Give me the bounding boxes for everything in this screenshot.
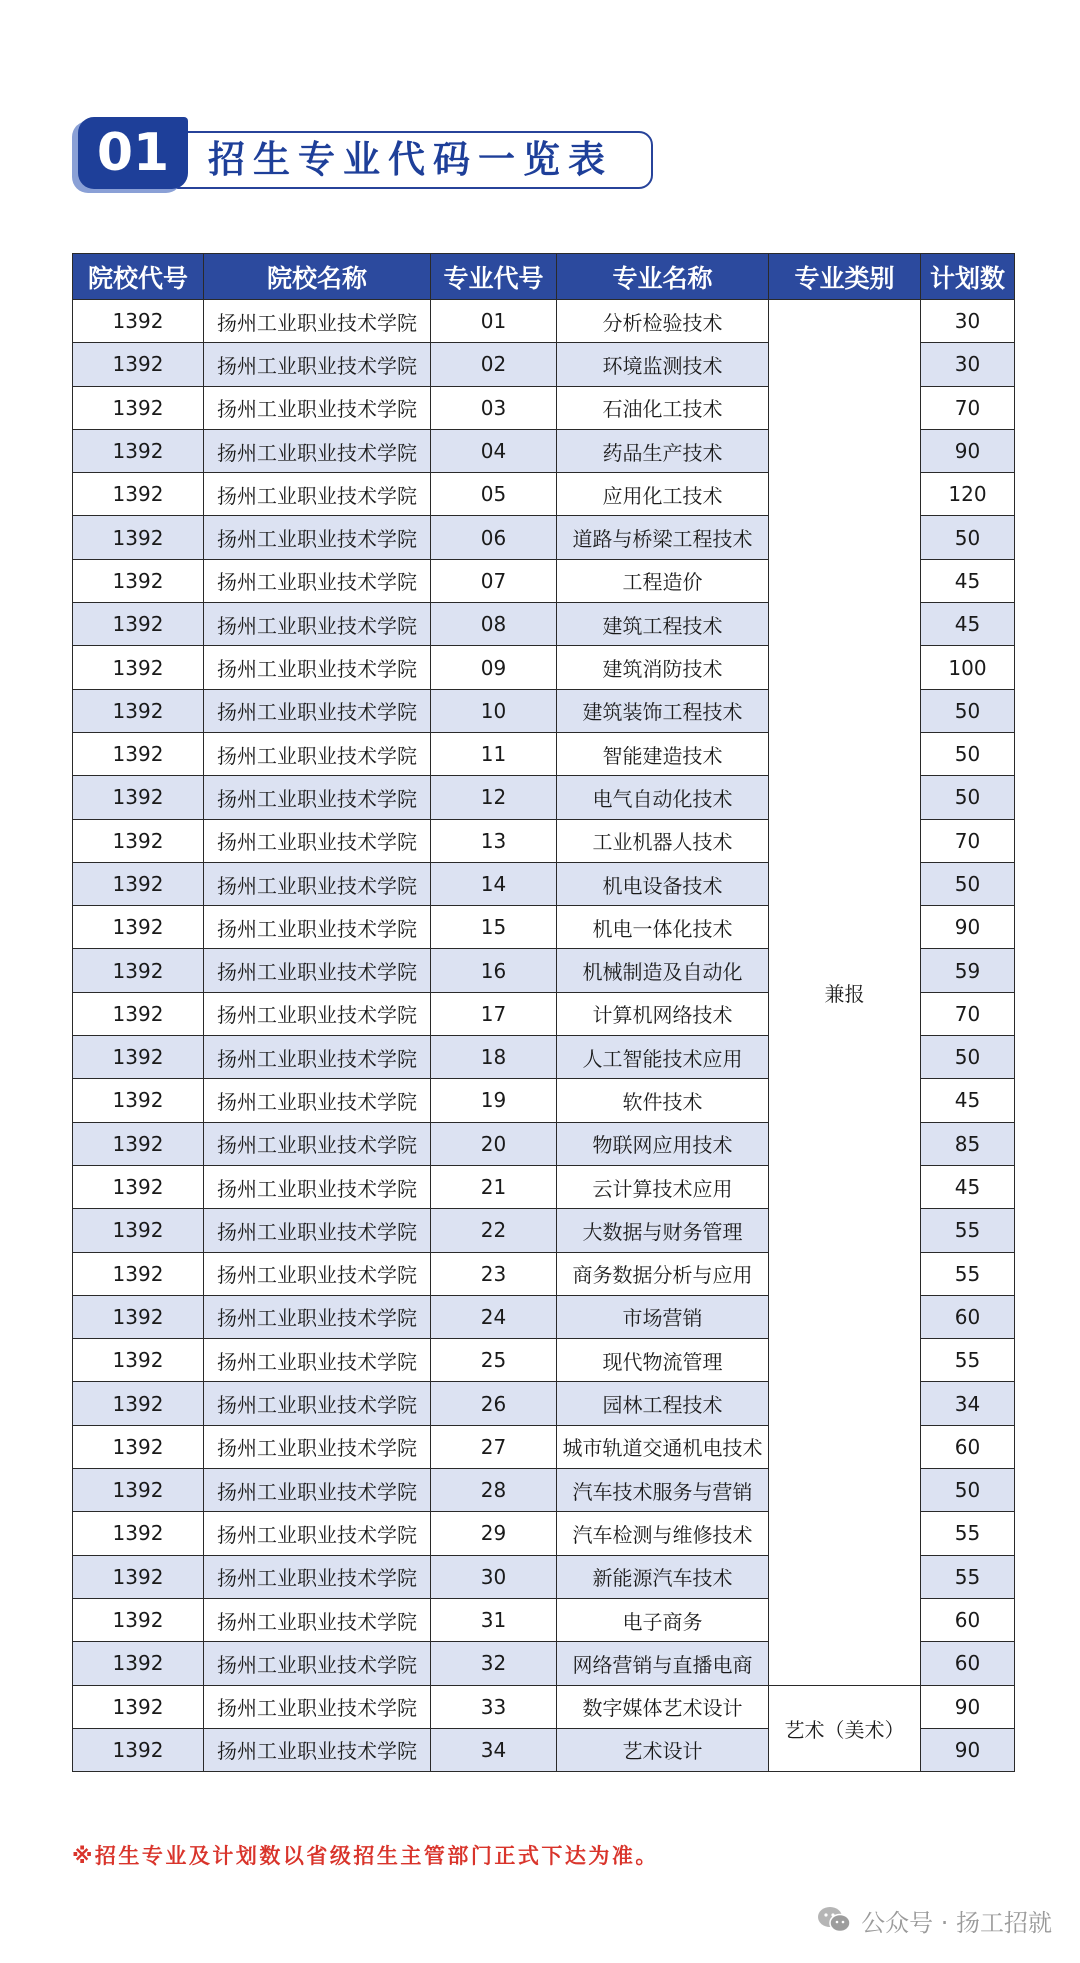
cell-school-name: 扬州工业职业技术学院 [204, 603, 431, 646]
cell-school-name: 扬州工业职业技术学院 [204, 776, 431, 819]
cell-school-name: 扬州工业职业技术学院 [204, 819, 431, 862]
cell-major-name: 石油化工技术 [557, 386, 769, 429]
cell-major-name: 电子商务 [557, 1598, 769, 1641]
cell-school-name: 扬州工业职业技术学院 [204, 343, 431, 386]
cell-school-code: 1392 [73, 429, 204, 472]
cell-school-name: 扬州工业职业技术学院 [204, 1079, 431, 1122]
watermark-text: 公众号 · 扬工招就 [861, 1908, 1052, 1937]
cell-school-code: 1392 [73, 1685, 204, 1728]
cell-school-name: 扬州工业职业技术学院 [204, 1642, 431, 1685]
cell-major-code: 27 [431, 1425, 557, 1468]
cell-major-name: 应用化工技术 [557, 473, 769, 516]
cell-major-code: 25 [431, 1339, 557, 1382]
cell-school-code: 1392 [73, 1642, 204, 1685]
cell-school-code: 1392 [73, 862, 204, 905]
cell-major-name: 机电设备技术 [557, 862, 769, 905]
table-row [73, 300, 1015, 343]
cell-school-code: 1392 [73, 732, 204, 775]
cell-plan-count: 60 [921, 1642, 1015, 1685]
cell-plan-count: 59 [921, 949, 1015, 992]
cell-school-name: 扬州工业职业技术学院 [204, 1295, 431, 1338]
cell-major-code: 14 [431, 862, 557, 905]
cell-major-code: 06 [431, 516, 557, 559]
cell-major-name: 大数据与财务管理 [557, 1209, 769, 1252]
cell-plan-count: 50 [921, 516, 1015, 559]
cell-plan-count: 70 [921, 386, 1015, 429]
cell-plan-count: 55 [921, 1252, 1015, 1295]
cell-school-code: 1392 [73, 646, 204, 689]
cell-school-name: 扬州工业职业技术学院 [204, 1469, 431, 1512]
header-major-code: 专业代号 [431, 254, 557, 300]
cell-major-code: 29 [431, 1512, 557, 1555]
cell-major-code: 01 [431, 300, 557, 343]
cell-major-name: 云计算技术应用 [557, 1165, 769, 1208]
footnote: ※招生专业及计划数以省级招生主管部门正式下达为准。 [72, 1844, 659, 1868]
cell-school-code: 1392 [73, 776, 204, 819]
cell-school-name: 扬州工业职业技术学院 [204, 1598, 431, 1641]
cell-school-code: 1392 [73, 1079, 204, 1122]
cell-plan-count: 50 [921, 1036, 1015, 1079]
cell-major-code: 08 [431, 603, 557, 646]
cell-plan-count: 120 [921, 473, 1015, 516]
cell-major-name: 机械制造及自动化 [557, 949, 769, 992]
cell-major-name: 园林工程技术 [557, 1382, 769, 1425]
cell-school-name: 扬州工业职业技术学院 [204, 646, 431, 689]
cell-plan-count: 90 [921, 906, 1015, 949]
cell-school-code: 1392 [73, 1209, 204, 1252]
cell-school-code: 1392 [73, 559, 204, 602]
cell-plan-count: 45 [921, 1079, 1015, 1122]
cell-school-name: 扬州工业职业技术学院 [204, 516, 431, 559]
cell-major-name: 汽车检测与维修技术 [557, 1512, 769, 1555]
cell-school-name: 扬州工业职业技术学院 [204, 689, 431, 732]
cell-plan-count: 85 [921, 1122, 1015, 1165]
watermark [817, 1900, 1052, 1940]
cell-plan-count: 90 [921, 1728, 1015, 1771]
cell-major-name: 工程造价 [557, 559, 769, 602]
cell-school-code: 1392 [73, 1122, 204, 1165]
cell-plan-count: 45 [921, 559, 1015, 602]
cell-major-code: 23 [431, 1252, 557, 1295]
cell-plan-count: 60 [921, 1295, 1015, 1338]
cell-major-code: 30 [431, 1555, 557, 1598]
cell-school-code: 1392 [73, 1728, 204, 1771]
cell-school-name: 扬州工业职业技术学院 [204, 1512, 431, 1555]
cell-major-code: 26 [431, 1382, 557, 1425]
cell-major-name: 现代物流管理 [557, 1339, 769, 1382]
cell-major-name: 物联网应用技术 [557, 1122, 769, 1165]
cell-school-code: 1392 [73, 1252, 204, 1295]
header-major-name: 专业名称 [557, 254, 769, 300]
cell-school-code: 1392 [73, 1165, 204, 1208]
cell-school-code: 1392 [73, 386, 204, 429]
cell-major-code: 17 [431, 992, 557, 1035]
cell-major-code: 12 [431, 776, 557, 819]
cell-major-category: 兼报 [769, 300, 921, 1686]
section-title: 招生专业代码一览表 [208, 138, 613, 181]
cell-plan-count: 50 [921, 862, 1015, 905]
cell-plan-count: 70 [921, 992, 1015, 1035]
cell-major-name: 电气自动化技术 [557, 776, 769, 819]
cell-major-code: 18 [431, 1036, 557, 1079]
cell-major-code: 09 [431, 646, 557, 689]
cell-major-category: 艺术（美术） [769, 1685, 921, 1772]
cell-school-code: 1392 [73, 1036, 204, 1079]
cell-school-name: 扬州工业职业技术学院 [204, 992, 431, 1035]
cell-major-code: 20 [431, 1122, 557, 1165]
cell-major-name: 软件技术 [557, 1079, 769, 1122]
cell-major-code: 33 [431, 1685, 557, 1728]
cell-major-code: 31 [431, 1598, 557, 1641]
cell-plan-count: 30 [921, 343, 1015, 386]
cell-major-name: 城市轨道交通机电技术 [557, 1425, 769, 1468]
cell-plan-count: 50 [921, 1469, 1015, 1512]
cell-school-code: 1392 [73, 906, 204, 949]
cell-major-code: 22 [431, 1209, 557, 1252]
cell-school-name: 扬州工业职业技术学院 [204, 559, 431, 602]
cell-school-name: 扬州工业职业技术学院 [204, 429, 431, 472]
header-major-category: 专业类别 [769, 254, 921, 300]
cell-school-name: 扬州工业职业技术学院 [204, 1555, 431, 1598]
cell-plan-count: 70 [921, 819, 1015, 862]
cell-school-code: 1392 [73, 516, 204, 559]
cell-school-code: 1392 [73, 949, 204, 992]
cell-school-name: 扬州工业职业技术学院 [204, 1122, 431, 1165]
cell-school-code: 1392 [73, 1469, 204, 1512]
cell-school-name: 扬州工业职业技术学院 [204, 732, 431, 775]
cell-major-name: 市场营销 [557, 1295, 769, 1338]
cell-major-name: 药品生产技术 [557, 429, 769, 472]
cell-major-code: 34 [431, 1728, 557, 1771]
cell-major-code: 15 [431, 906, 557, 949]
wechat-icon [817, 1906, 851, 1934]
header-plan-count: 计划数 [921, 254, 1015, 300]
cell-major-name: 建筑消防技术 [557, 646, 769, 689]
cell-plan-count: 100 [921, 646, 1015, 689]
cell-major-name: 建筑工程技术 [557, 603, 769, 646]
cell-major-code: 11 [431, 732, 557, 775]
cell-major-code: 19 [431, 1079, 557, 1122]
cell-major-code: 16 [431, 949, 557, 992]
cell-school-code: 1392 [73, 603, 204, 646]
cell-major-code: 07 [431, 559, 557, 602]
cell-plan-count: 55 [921, 1339, 1015, 1382]
cell-major-name: 艺术设计 [557, 1728, 769, 1771]
cell-school-name: 扬州工业职业技术学院 [204, 386, 431, 429]
cell-school-name: 扬州工业职业技术学院 [204, 1339, 431, 1382]
cell-school-name: 扬州工业职业技术学院 [204, 1685, 431, 1728]
cell-school-code: 1392 [73, 1425, 204, 1468]
cell-major-name: 新能源汽车技术 [557, 1555, 769, 1598]
cell-school-code: 1392 [73, 1295, 204, 1338]
cell-school-name: 扬州工业职业技术学院 [204, 1382, 431, 1425]
cell-major-code: 28 [431, 1469, 557, 1512]
cell-school-code: 1392 [73, 1598, 204, 1641]
cell-plan-count: 90 [921, 429, 1015, 472]
major-code-table [72, 253, 1015, 1772]
cell-school-name: 扬州工业职业技术学院 [204, 1209, 431, 1252]
section-banner [72, 117, 653, 195]
cell-school-code: 1392 [73, 819, 204, 862]
cell-school-name: 扬州工业职业技术学院 [204, 1728, 431, 1771]
cell-major-name: 人工智能技术应用 [557, 1036, 769, 1079]
cell-major-code: 05 [431, 473, 557, 516]
cell-school-code: 1392 [73, 473, 204, 516]
cell-plan-count: 90 [921, 1685, 1015, 1728]
cell-major-code: 24 [431, 1295, 557, 1338]
table-header-row [73, 254, 1015, 300]
cell-school-code: 1392 [73, 992, 204, 1035]
cell-major-code: 02 [431, 343, 557, 386]
cell-plan-count: 45 [921, 1165, 1015, 1208]
cell-school-code: 1392 [73, 1555, 204, 1598]
cell-plan-count: 55 [921, 1512, 1015, 1555]
header-school-code: 院校代号 [73, 254, 204, 300]
cell-school-name: 扬州工业职业技术学院 [204, 473, 431, 516]
cell-major-code: 13 [431, 819, 557, 862]
cell-major-code: 04 [431, 429, 557, 472]
cell-plan-count: 45 [921, 603, 1015, 646]
table-body [73, 300, 1015, 1772]
cell-school-name: 扬州工业职业技术学院 [204, 1165, 431, 1208]
cell-plan-count: 50 [921, 689, 1015, 732]
cell-plan-count: 60 [921, 1598, 1015, 1641]
cell-plan-count: 50 [921, 732, 1015, 775]
cell-plan-count: 55 [921, 1209, 1015, 1252]
cell-major-name: 建筑装饰工程技术 [557, 689, 769, 732]
cell-school-code: 1392 [73, 689, 204, 732]
cell-major-name: 环境监测技术 [557, 343, 769, 386]
cell-major-code: 21 [431, 1165, 557, 1208]
section-number: 01 [78, 117, 188, 189]
cell-plan-count: 34 [921, 1382, 1015, 1425]
cell-major-name: 机电一体化技术 [557, 906, 769, 949]
cell-school-code: 1392 [73, 1339, 204, 1382]
cell-plan-count: 60 [921, 1425, 1015, 1468]
cell-major-code: 03 [431, 386, 557, 429]
cell-major-name: 网络营销与直播电商 [557, 1642, 769, 1685]
cell-plan-count: 55 [921, 1555, 1015, 1598]
cell-school-code: 1392 [73, 343, 204, 386]
cell-school-code: 1392 [73, 1382, 204, 1425]
cell-school-name: 扬州工业职业技术学院 [204, 949, 431, 992]
cell-school-name: 扬州工业职业技术学院 [204, 300, 431, 343]
cell-major-name: 商务数据分析与应用 [557, 1252, 769, 1295]
cell-major-name: 计算机网络技术 [557, 992, 769, 1035]
table-row [73, 1685, 1015, 1728]
cell-major-name: 分析检验技术 [557, 300, 769, 343]
cell-school-name: 扬州工业职业技术学院 [204, 906, 431, 949]
cell-plan-count: 50 [921, 776, 1015, 819]
cell-major-name: 数字媒体艺术设计 [557, 1685, 769, 1728]
header-school-name: 院校名称 [204, 254, 431, 300]
cell-school-name: 扬州工业职业技术学院 [204, 1252, 431, 1295]
cell-major-name: 智能建造技术 [557, 732, 769, 775]
cell-major-code: 10 [431, 689, 557, 732]
cell-major-name: 汽车技术服务与营销 [557, 1469, 769, 1512]
cell-school-name: 扬州工业职业技术学院 [204, 862, 431, 905]
cell-school-code: 1392 [73, 300, 204, 343]
cell-major-name: 道路与桥梁工程技术 [557, 516, 769, 559]
cell-school-name: 扬州工业职业技术学院 [204, 1036, 431, 1079]
cell-major-code: 32 [431, 1642, 557, 1685]
cell-plan-count: 30 [921, 300, 1015, 343]
cell-school-name: 扬州工业职业技术学院 [204, 1425, 431, 1468]
cell-school-code: 1392 [73, 1512, 204, 1555]
cell-major-name: 工业机器人技术 [557, 819, 769, 862]
